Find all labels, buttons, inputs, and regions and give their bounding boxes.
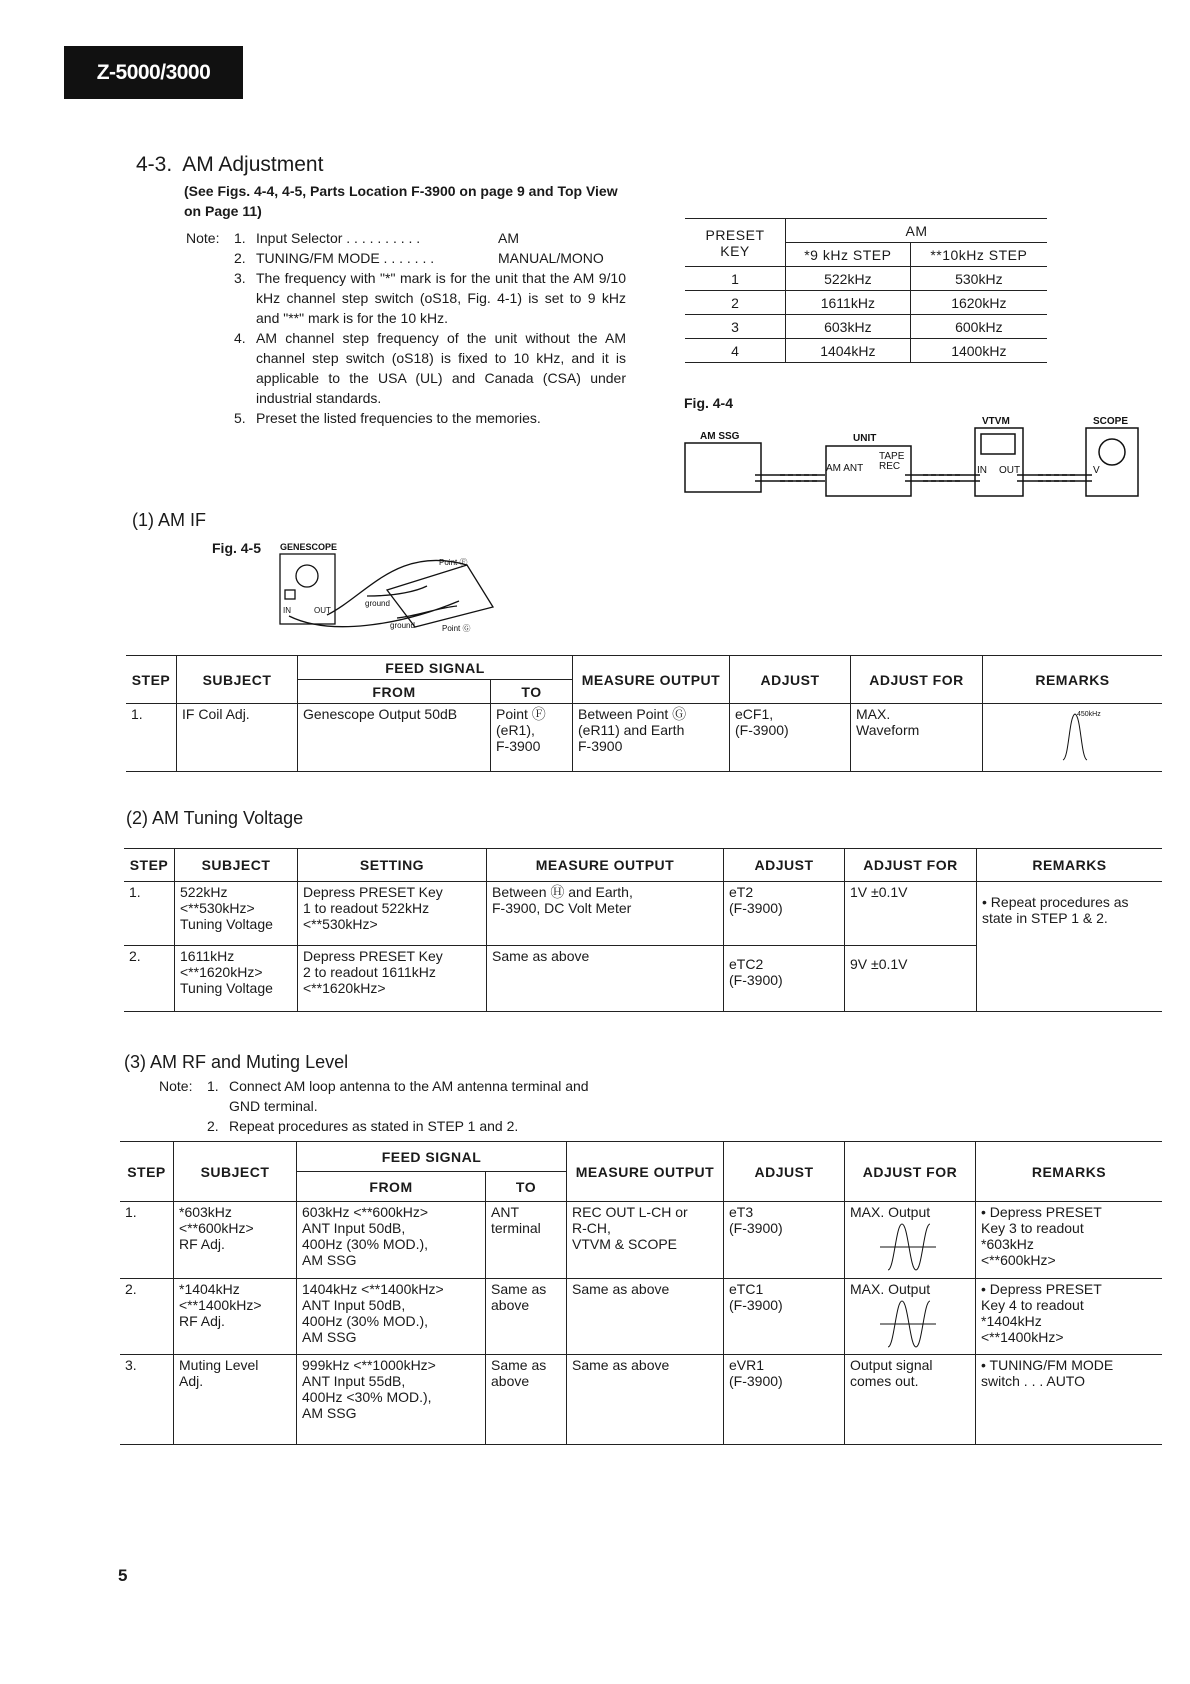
header-measure-output: MEASURE OUTPUT [567, 1142, 724, 1202]
label-am-ssg: AM SSG [700, 431, 740, 442]
scope-box [1086, 428, 1138, 496]
model-name: Z-5000/3000 [96, 60, 211, 84]
cell-10k: 1400kHz [910, 339, 1047, 363]
cell-adjust: eTC2 (F-3900) [724, 946, 845, 1012]
scope-screen-icon [1099, 439, 1125, 465]
waveform-label: 450kHz [1076, 711, 1101, 718]
header-step: STEP [126, 656, 177, 704]
cell-remarks: • Depress PRESET Key 4 to readout *1404kHz <**1400kHz> [976, 1279, 1163, 1355]
cell-to: Same as above [486, 1355, 567, 1445]
cell-from: 1404kHz <**1400kHz> ANT Input 50dB, 400Hz (30% MOD.), AM SSG [297, 1279, 486, 1355]
label-scope: SCOPE [1093, 416, 1129, 427]
cell-from: 603kHz <**600kHz> ANT Input 50dB, 400Hz (30% MOD.), AM SSG [297, 1202, 486, 1279]
cell-measure: Between Point Ⓖ (eR11) and Earth F-3900 [573, 704, 730, 772]
cell-measure: Between Ⓗ and Earth, F-3900, DC Volt Meter [487, 882, 724, 946]
header-step: STEP [120, 1142, 174, 1202]
cell-from: Genescope Output 50dB [298, 704, 491, 772]
header-adjust-for: ADJUST FOR [845, 849, 977, 882]
fig-4-4-connection-diagram [680, 410, 1150, 502]
header-adjust: ADJUST [724, 849, 845, 882]
sine-waveform-icon [850, 1220, 950, 1272]
cell-measure: REC OUT L-CH or R-CH, VTVM & SCOPE [567, 1202, 724, 1279]
model-badge [64, 46, 243, 99]
page-number: 5 [118, 1566, 128, 1585]
cell-subject: IF Coil Adj. [177, 704, 298, 772]
vtvm-box [975, 428, 1023, 496]
cell-key: 4 [685, 339, 786, 363]
adjust-for-text: MAX. Output [850, 1204, 931, 1220]
label-ground: ground [390, 621, 415, 630]
preset-table [685, 218, 1047, 363]
table-row [120, 1202, 1162, 1279]
cell-remarks: • Repeat procedures as state in STEP 1 & 2. [977, 882, 1163, 1012]
cell-from: 999kHz <**1000kHz> ANT Input 55dB, 400Hz <30% MOD.), AM SSG [297, 1355, 486, 1445]
label-tape: TAPE [879, 451, 905, 462]
section-number: 4-3. [136, 153, 173, 176]
note-label: Note: [186, 230, 220, 246]
label-am-ant: AM ANT [826, 463, 864, 474]
note-item [159, 1076, 619, 1116]
note-lead: TUNING/FM MODE . . . . . . . [256, 250, 435, 266]
note-lead: Input Selector . . . . . . . . . . [256, 230, 421, 246]
label-unit: UNIT [853, 433, 877, 444]
note-item [186, 328, 626, 408]
note-number: 1. [234, 230, 246, 246]
header-measure-output: MEASURE OUTPUT [487, 849, 724, 882]
header-adjust: ADJUST [724, 1142, 845, 1202]
am-if-heading: (1) AM IF [132, 510, 207, 530]
table-row [120, 1279, 1162, 1355]
header-from: FROM [297, 1172, 486, 1202]
fig-4-4-label: Fig. 4-4 [684, 395, 734, 411]
cell-adjust-for: MAX. Waveform [851, 704, 983, 772]
cell-subject: 1611kHz <**1620kHz> Tuning Voltage [175, 946, 298, 1012]
cell-setting: Depress PRESET Key 1 to readout 522kHz <**530kHz> [298, 882, 487, 946]
note-item [186, 248, 626, 268]
table-row [126, 704, 1162, 772]
table-row [685, 267, 1047, 291]
cell-measure: Same as above [567, 1279, 724, 1355]
cell-subject: 522kHz <**530kHz> Tuning Voltage [175, 882, 298, 946]
label-out: OUT [314, 606, 331, 615]
sine-waveform-icon [850, 1297, 950, 1349]
note-label: Note: [159, 1078, 193, 1094]
rf-muting-table [120, 1141, 1162, 1445]
cell-adjust-for: Output signal comes out. [845, 1355, 976, 1445]
label-vtvm: VTVM [982, 416, 1010, 427]
label-genescope: GENESCOPE [280, 542, 338, 552]
cell-to: ANT terminal [486, 1202, 567, 1279]
note-text: Connect AM loop antenna to the AM antenna terminal and GND terminal. [229, 1078, 589, 1114]
note-item [159, 1116, 619, 1136]
cell-step: 1. [126, 704, 177, 772]
cell-to: Same as above [486, 1279, 567, 1355]
note-number: 2. [234, 250, 246, 266]
note-value: MANUAL/MONO [498, 250, 604, 266]
label-point-g: Point Ⓖ [442, 624, 471, 633]
note-number: 5. [234, 410, 246, 426]
cell-key: 2 [685, 291, 786, 315]
label-ground: ground [365, 599, 390, 608]
header-feed-signal: FEED SIGNAL [298, 656, 573, 680]
section-notes [186, 228, 626, 428]
header-to: TO [486, 1172, 567, 1202]
cell-to: Point Ⓕ (eR1), F-3900 [491, 704, 573, 772]
cell-setting: Depress PRESET Key 2 to readout 1611kHz <**1620kHz> [298, 946, 487, 1012]
note-item [186, 228, 626, 248]
cell-remarks [983, 704, 1163, 772]
cell-key: 1 [685, 267, 786, 291]
section-title [136, 153, 323, 177]
meter-icon [285, 590, 295, 599]
cell-subject: *603kHz <**600kHz> RF Adj. [174, 1202, 297, 1279]
header-remarks: REMARKS [983, 656, 1163, 704]
header-feed-signal: FEED SIGNAL [297, 1142, 567, 1172]
genescope-screen-icon [296, 565, 318, 587]
note-item [186, 268, 626, 328]
cell-10k: 530kHz [910, 267, 1047, 291]
cell-adjust-for [845, 1279, 976, 1355]
table-row [124, 882, 1162, 946]
header-subject: SUBJECT [175, 849, 298, 882]
cell-subject: *1404kHz <**1400kHz> RF Adj. [174, 1279, 297, 1355]
header-measure-output: MEASURE OUTPUT [573, 656, 730, 704]
header-adjust-for: ADJUST FOR [851, 656, 983, 704]
note-value: AM [498, 230, 519, 246]
cell-9k: 1611kHz [786, 291, 911, 315]
header-to: TO [491, 680, 573, 704]
header-subject: SUBJECT [177, 656, 298, 704]
peak-waveform-icon [1033, 706, 1113, 762]
header-remarks: REMARKS [976, 1142, 1163, 1202]
meter-icon [981, 434, 1015, 454]
rf-notes [159, 1076, 619, 1136]
header-adjust: ADJUST [730, 656, 851, 704]
adjust-for-text: MAX. Output [850, 1281, 931, 1297]
fig-4-5-label: Fig. 4-5 [212, 540, 262, 556]
cell-adjust: eT2 (F-3900) [724, 882, 845, 946]
label-in: IN [283, 606, 291, 615]
cell-9k: 522kHz [786, 267, 911, 291]
note-text: Preset the listed frequencies to the memories. [256, 410, 541, 426]
label-in: IN [977, 465, 987, 476]
cell-9k: 603kHz [786, 315, 911, 339]
section-title-text: AM Adjustment [182, 153, 324, 176]
table-row [685, 339, 1047, 363]
cell-adjust: eTC1 (F-3900) [724, 1279, 845, 1355]
cell-step: 2. [124, 946, 175, 1012]
cell-adjust-for: 9V ±0.1V [845, 946, 977, 1012]
am-if-table [126, 655, 1162, 772]
note-text: The frequency with "*" mark is for the unit that the AM 9/10 kHz channel step switch (oS18, Fig. 4-1) is set to 9 kHz and "**" mark is for the 10 kHz. [256, 270, 626, 326]
cell-9k: 1404kHz [786, 339, 911, 363]
header-remarks: REMARKS [977, 849, 1163, 882]
header-9k: *9 kHz STEP [786, 243, 911, 267]
cell-remarks: • Depress PRESET Key 3 to readout *603kHz <**600kHz> [976, 1202, 1163, 1279]
note-text: AM channel step frequency of the unit without the AM channel step switch (oS18) is fixed to 10 kHz, and it is applicable to the USA (UL) and Canada (CSA) under industrial standards. [256, 330, 626, 406]
note-item [186, 408, 626, 428]
cell-adjust: eVR1 (F-3900) [724, 1355, 845, 1445]
fig-4-5-genescope-diagram [277, 540, 497, 636]
note-number: 1. [207, 1078, 219, 1094]
cell-adjust-for: 1V ±0.1V [845, 882, 977, 946]
header-adjust-for: ADJUST FOR [845, 1142, 976, 1202]
cell-adjust-for [845, 1202, 976, 1279]
cell-measure: Same as above [567, 1355, 724, 1445]
section-subtitle: (See Figs. 4-4, 4-5, Parts Location F-3900 on page 9 and Top View on Page 11) [184, 183, 618, 219]
cell-step: 2. [120, 1279, 174, 1355]
cell-step: 1. [120, 1202, 174, 1279]
rf-heading: (3) AM RF and Muting Level [124, 1052, 349, 1072]
header-am: AM [786, 219, 1048, 243]
tuning-heading: (2) AM Tuning Voltage [126, 808, 304, 828]
label-v: V [1093, 465, 1100, 476]
label-out: OUT [999, 465, 1021, 476]
header-preset-key: PRESET KEY [685, 219, 786, 267]
cell-key: 3 [685, 315, 786, 339]
cell-10k: 600kHz [910, 315, 1047, 339]
note-text: Repeat procedures as stated in STEP 1 and 2. [229, 1118, 519, 1134]
cell-subject: Muting Level Adj. [174, 1355, 297, 1445]
note-number: 4. [234, 330, 246, 346]
label-rec: REC [879, 461, 901, 472]
header-step: STEP [124, 849, 175, 882]
tuning-voltage-table [124, 848, 1162, 1012]
table-row [685, 315, 1047, 339]
am-ssg-box [685, 443, 761, 492]
cell-adjust: eCF1, (F-3900) [730, 704, 851, 772]
header-setting: SETTING [298, 849, 487, 882]
header-subject: SUBJECT [174, 1142, 297, 1202]
cell-remarks: • TUNING/FM MODE switch . . . AUTO [976, 1355, 1163, 1445]
table-row [685, 291, 1047, 315]
cell-measure: Same as above [487, 946, 724, 1012]
note-number: 3. [234, 270, 246, 286]
label-point-f: Point Ⓕ [439, 558, 468, 567]
cell-step: 3. [120, 1355, 174, 1445]
header-10k: **10kHz STEP [910, 243, 1047, 267]
note-number: 2. [207, 1118, 219, 1134]
cell-10k: 1620kHz [910, 291, 1047, 315]
cell-step: 1. [124, 882, 175, 946]
cell-adjust: eT3 (F-3900) [724, 1202, 845, 1279]
table-row [120, 1355, 1162, 1445]
header-from: FROM [298, 680, 491, 704]
